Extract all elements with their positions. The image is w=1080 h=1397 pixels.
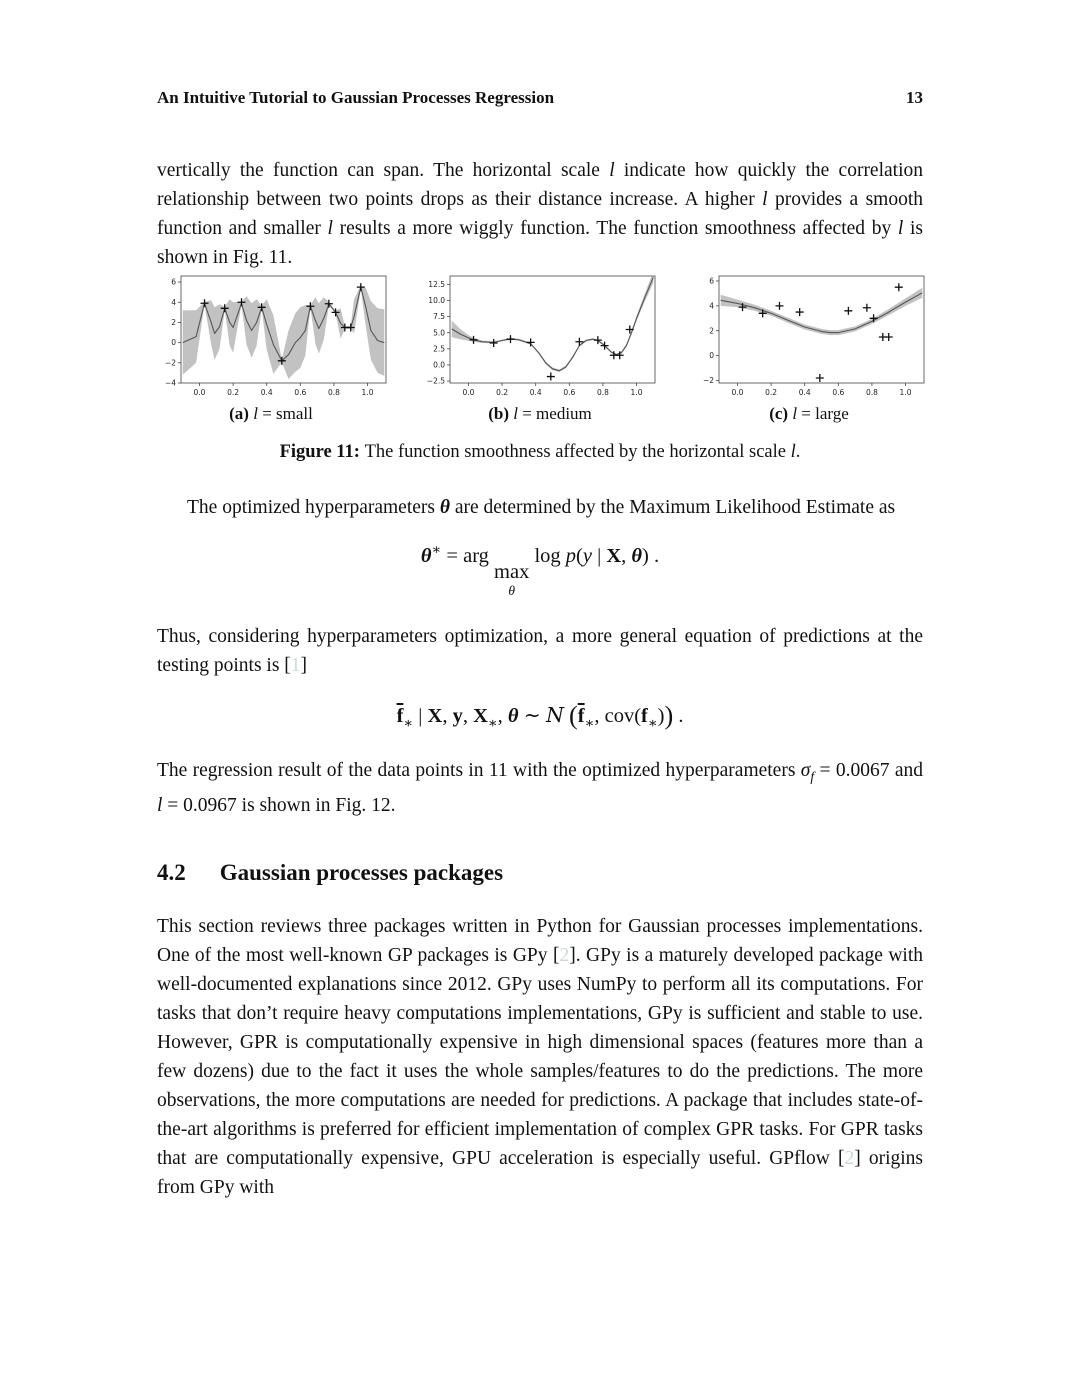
subplot-c-chart	[689, 272, 929, 400]
svg-text:2: 2	[709, 326, 714, 336]
svg-text:1.0: 1.0	[361, 388, 374, 397]
subplot-a	[151, 272, 391, 424]
running-title: An Intuitive Tutorial to Gaussian Processes Regression	[157, 88, 555, 107]
section-title: Gaussian processes packages	[219, 860, 504, 886]
svg-text:6: 6	[709, 276, 714, 286]
svg-text:0.0: 0.0	[193, 388, 206, 397]
svg-text:0: 0	[709, 351, 714, 361]
section-number: 4.2	[157, 860, 186, 886]
svg-text:0.6: 0.6	[294, 388, 307, 397]
svg-text:1.0: 1.0	[899, 388, 912, 397]
svg-text:0.4: 0.4	[798, 388, 811, 397]
svg-text:0.8: 0.8	[596, 388, 609, 397]
svg-text:0.0: 0.0	[462, 388, 475, 397]
svg-text:0.4: 0.4	[260, 388, 273, 397]
svg-text:12.5: 12.5	[428, 279, 445, 289]
svg-text:4: 4	[171, 297, 176, 307]
equation-prediction-distribution: $\overline{f}_∗$ | X, y, $X_∗$, θ ∼ N ($\overline{f}_∗$, $cov(f_∗)$) .	[396, 700, 684, 732]
paragraph-packages: This section reviews three packages written in Python for Gaussian processes implementations. One of the most well-known GP packages is GPy [2]. GPy is a maturely developed package with well-documented explanations since 2012. GPy uses NumPy to perform all its computations. For tasks that don’t require heavy computations implementations, GPy is sufficient and stable to use. However, GPR is computationally expensive in high dimensional spaces (features more than a few dozens) due to the fact it uses the whole samples/features to do the predictions. The more observations, the more computations are needed for predictions. A package that includes state-of-the-art algorithms is preferred for efficient implementation of complex GPR tasks. For GPR tasks that are computationally expensive, GPU acceleration is especially useful. GPflow [2] origins from GPy with	[157, 916, 924, 1199]
svg-text:0.6: 0.6	[563, 388, 576, 397]
svg-text:0.2: 0.2	[227, 388, 240, 397]
svg-text:−4: −4	[164, 378, 176, 388]
svg-text:0.2: 0.2	[496, 388, 509, 397]
svg-text:7.5: 7.5	[433, 312, 445, 322]
svg-text:0.6: 0.6	[832, 388, 845, 397]
paragraph-hyperparameters: The optimized hyperparameters θ are determined by the Maximum Likelihood Estimate as	[187, 497, 896, 518]
svg-text:6: 6	[171, 277, 176, 287]
subplot-c	[689, 272, 929, 424]
svg-text:0.4: 0.4	[529, 388, 542, 397]
subplot-a-chart	[151, 272, 391, 400]
section-heading	[157, 860, 923, 886]
svg-text:0.2: 0.2	[765, 388, 778, 397]
subplot-b-caption: (b) l = medium	[488, 404, 592, 423]
equation-mle: θ∗ = arg max θ log p(y | X, θ) .	[420, 542, 660, 599]
citation-link[interactable]: 1	[290, 654, 301, 676]
svg-text:2: 2	[171, 318, 176, 328]
subplot-b	[420, 272, 660, 424]
svg-text:0.8: 0.8	[865, 388, 878, 397]
svg-text:5.0: 5.0	[433, 328, 445, 338]
svg-text:2.5: 2.5	[433, 344, 445, 354]
citation-link[interactable]: 2	[559, 945, 570, 967]
subplot-a-caption: (a) l = small	[229, 404, 313, 423]
svg-text:10.0: 10.0	[428, 296, 445, 306]
svg-text:1.0: 1.0	[630, 388, 643, 397]
paragraph-predictions: Thus, considering hyperparameters optimization, a more general equation of predictions at the testing points is [1]	[157, 625, 923, 676]
svg-text:0.0: 0.0	[731, 388, 744, 397]
citation-link[interactable]: 2	[844, 1148, 855, 1170]
paragraph-regression-result: The regression result of the data points in 11 with the optimized hyperparameters $\sigma_f = 0.0067$ and l = 0.0967 is shown in Fig. 12.	[157, 760, 923, 817]
svg-text:4: 4	[709, 301, 714, 311]
figure-11-caption: Figure 11: The function smoothness affected by the horizontal scale l.	[279, 442, 801, 462]
subplot-c-caption: (c) l = large	[769, 404, 849, 423]
page-number: 13	[906, 88, 923, 107]
figure-11	[151, 272, 929, 424]
svg-text:0: 0	[171, 338, 176, 348]
running-header	[157, 88, 923, 108]
svg-text:0.0: 0.0	[433, 360, 445, 370]
svg-text:−2: −2	[702, 376, 714, 386]
paragraph-intro: vertically the function can span. The horizontal scale l indicate how quickly the correlation relationship between two points drops as their distance increase. A higher l provides a smooth function and smaller l results a more wiggly function. The function smoothness affected by l is shown in Fig. 11.	[157, 160, 923, 268]
subplot-b-chart	[420, 272, 660, 400]
svg-text:−2.5: −2.5	[426, 376, 445, 386]
math-underset: max θ	[494, 560, 530, 599]
svg-text:0.8: 0.8	[327, 388, 340, 397]
svg-text:−2: −2	[164, 358, 176, 368]
